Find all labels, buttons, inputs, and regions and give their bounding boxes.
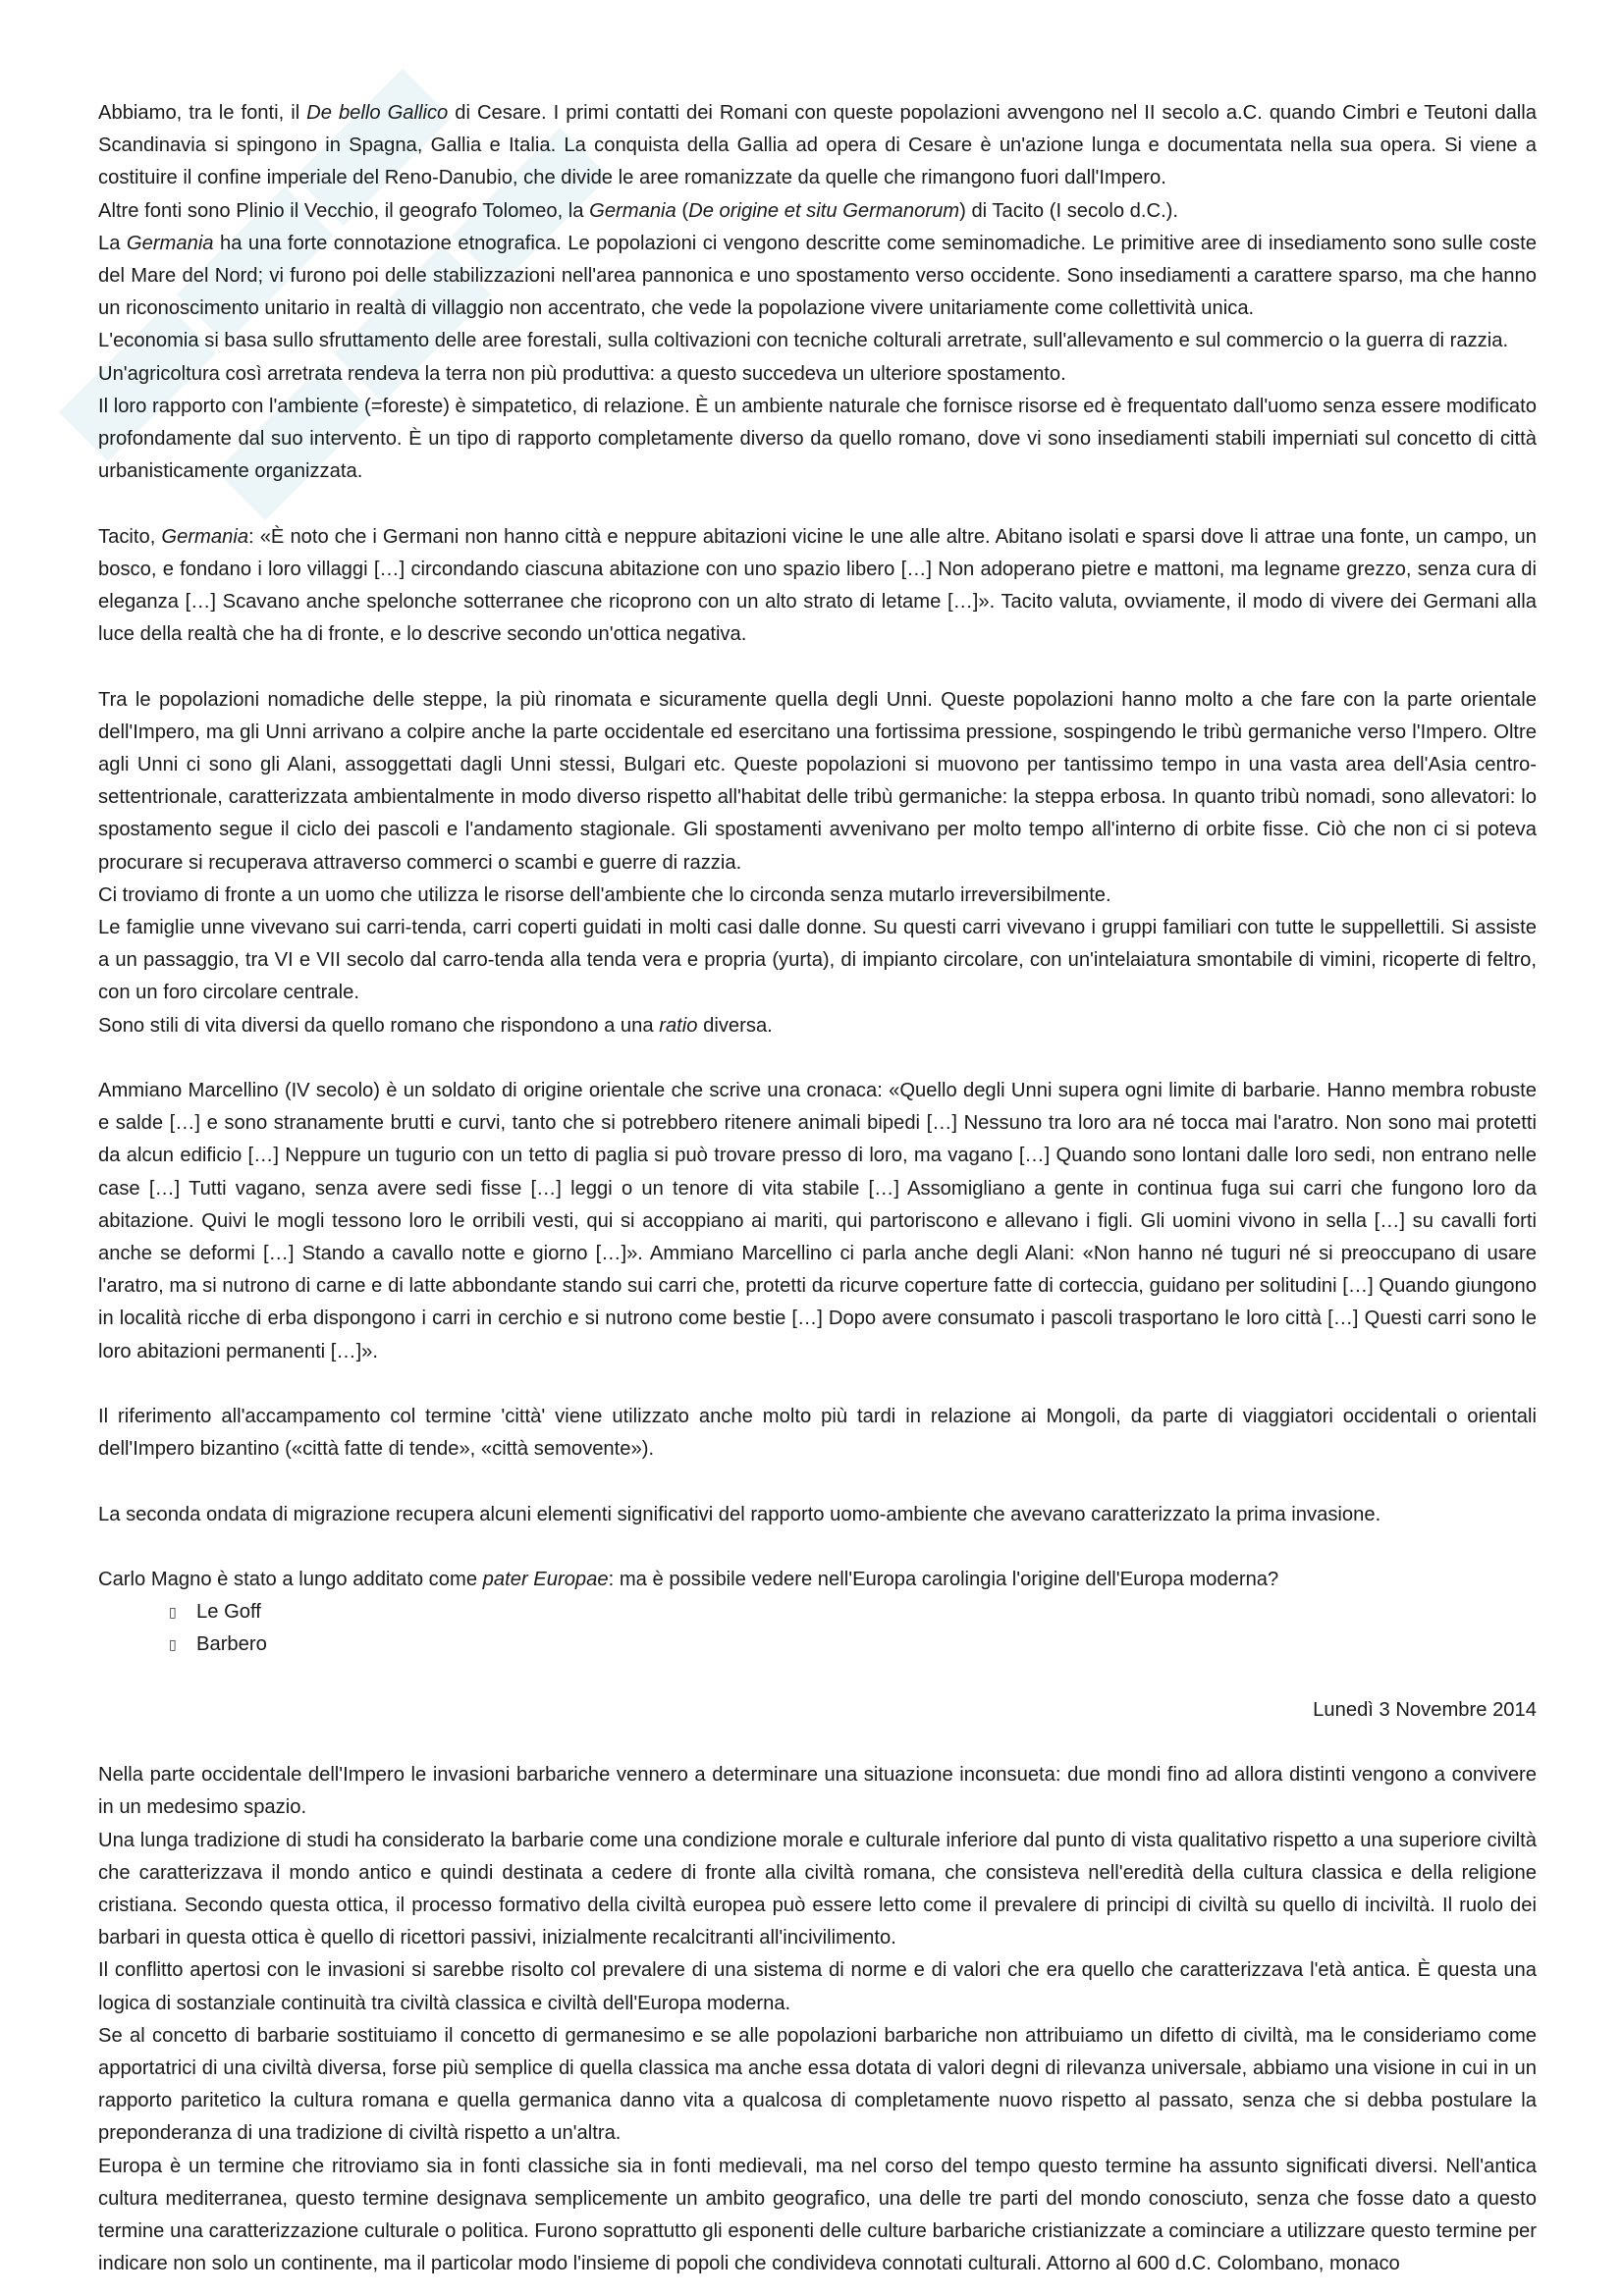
- date-heading: Lunedì 3 Novembre 2014: [1313, 1698, 1537, 1721]
- paragraph: Il conflitto apertosi con le invasioni si sarebbe risolto col prevalere di una sistema di norme e di valori che era quello che caratterizzava l'età antica. È questa una logica di sostanziale continuità tra civiltà classica e civiltà dell'Europa moderna.: [98, 1959, 1537, 2014]
- section-fonti: [98, 97, 1537, 488]
- paragraph: Se al concetto di barbarie sostituiamo il concetto di germanesimo e se alle popolazioni barbariche non attribuiamo un difetto di civiltà, ma le consideriamo come apportatrici di una civiltà diversa, forse più semplice di quella classica ma anche essa dotata di valori degni di rilevanza universale, abbiamo una visione in cui in un rapporto paritetico la cultura romana e quella germanica danno vita a qualcosa di completamente nuovo rispetto al passato, senza che si debba postulare la preponderanza di una tradizione di civiltà rispetto a un'altra.: [98, 2024, 1537, 2145]
- paragraph: Il loro rapporto con l'ambiente (=foreste) è simpatetico, di relazione. È un ambiente naturale che fornisce risorse ed è frequentato dall'uomo senza essere modificato profondamente dal suo intervento. È un tipo di rapporto completamente diverso da quello romano, dove vi sono insediamenti stabili imperniati sul concetto di città urbanisticamente organizzata.: [98, 395, 1537, 483]
- paragraph: Nella parte occidentale dell'Impero le invasioni barbariche vennero a determinare una situazione inconsueta: due mondi fino ad allora distinti vengono a convivere in un medesimo spazio.: [98, 1764, 1537, 1819]
- paragraph: Un'agricoltura così arretrata rendeva la terra non più produttiva: a questo succedeva un ulteriore spostamento.: [98, 362, 1066, 385]
- paragraph: La seconda ondata di migrazione recupera alcuni elementi significativi del rapporto uomo-ambiente che avevano caratterizzato la prima invasione.: [98, 1503, 1381, 1525]
- section-seconda-ondata: [98, 1499, 1537, 1531]
- paragraph: Tra le popolazioni nomadiche delle steppe, la più rinomata e sicuramente quella degli Unni. Queste popolazioni hanno molto a che fare con la parte orientale dell'Impero, ma gli Unni arrivano a colpire anche la parte occidentale ed esercitano una fortissima pressione, sospingendo le tribù germaniche verso l'Impero. Oltre agli Unni ci sono gli Alani, assoggettati dagli Unni stessi, Bulgari etc. Queste popolazioni si muovono per tantissimo tempo in una vasta area dell'Asia centro-settentrionale, caratterizzata ambientalmente in modo diverso rispetto all'habitat delle tribù germaniche: la steppa erbosa. In quanto tribù nomadi, sono allevatori: lo spostamento segue il ciclo dei pascoli e l'andamento stagionale. Gli spostamenti avvenivano per molto tempo all'interno di orbite fisse. Ciò che non ci si poteva procurare si recuperava attraverso commerci o scambi e guerre di razzia.: [98, 688, 1537, 874]
- section-europa: [98, 1759, 1537, 2280]
- paragraph: Una lunga tradizione di studi ha considerato la barbarie come una condizione morale e culturale inferiore dal punto di vista qualitativo rispetto a una superiore civiltà che caratterizzava il mondo antico e quindi destinata a cedere di fronte alla civiltà romana, che consisteva nell'eredità della cultura classica e della religione cristiana. Secondo questa ottica, il processo formativo della civiltà europea può essere letto come il prevalere di principi di civiltà su quello di inciviltà. Il ruolo dei barbari in questa ottica è quello di ricettori passivi, inizialmente recalcitranti all'incivilimento.: [98, 1829, 1537, 1949]
- section-tacito: [98, 521, 1537, 652]
- paragraph: Tacito, Germania: «È noto che i Germani non hanno città e neppure abitazioni vicine le une alle altre. Abitano isolati e sparsi dove li attrae una fonte, un campo, un bosco, e fondano i loro villaggi […] circondando ciascuna abitazione con uno spazio libero […] Non adoperano pietre e mattoni, ma legname grezzo, senza cura di eleganza […] Scavano anche spelonche sotterranee che ricoprono con un alto strato di letame […]». Tacito valuta, ovviamente, il modo di vivere dei Germani alla luce della realtà che ha di fronte, e lo descrive secondo un'ottica negativa.: [98, 525, 1537, 646]
- italic-title: De bello Gallico: [306, 102, 449, 124]
- section-carlo-magno: [98, 1564, 1537, 1596]
- paragraph: Altre fonti sono Plinio il Vecchio, il geografo Tolomeo, la Germania (De origine et situ Germanorum) di Tacito (I secolo d.C.).: [98, 199, 1179, 222]
- paragraph: Carlo Magno è stato a lungo additato come pater Europae: ma è possibile vedere nell'Europa carolingia l'origine dell'Europa moderna?: [98, 1569, 1279, 1591]
- paragraph: Ammiano Marcellino (IV secolo) è un soldato di origine orientale che scrive una cronaca: «Quello degli Unni supera ogni limite di barbarie. Hanno membra robuste e salde […] e sono stranamente brutti e curvi, tanto che si potrebbero ritenere animali bipedi […] Nessuno tra loro ara né tocca mai l'aratro. Non sono mai protetti da alcun edificio […] Neppure un tugurio con un tetto di paglia si può trovare presso di loro, ma vagano […] Quando sono lontani dalle loro sedi, non entrano nelle case […] Tutti vagano, senza avere sedi fisse […] leggi o un tenore di vita stabile […] Assomigliano a gente in continua fuga sui carri che fungono loro da abitazione. Quivi le mogli tessono loro le orribili vesti, qui si accoppiano ai mariti, qui partoriscono e allevano i figli. Gli uomini vivono in sella […] su cavalli forti anche se deformi […] Stando a cavallo notte e giorno […]». Ammiano Marcellino ci parla anche degli Alani: «Non hanno né tuguri né si preoccupano di usare l'aratro, ma si nutrono di carne e di latte abbondante stando sui carri che, protetti da ricurve coperture fatte di corteccia, guidano per solitudini […] Quando giungono in località ricche di erba dispongono i carri in cerchio e si nutrono come bestie […] Dopo avere consumato i pascoli trasportano le loro città […] Questi carri sono le loro abitazioni permanenti […]».: [98, 1080, 1537, 1362]
- bullet-icon: ▯: [169, 1636, 177, 1653]
- paragraph: L'economia si basa sullo sfruttamento delle aree forestali, sulla coltivazioni con tecniche colturali arretrate, sull'allevamento e sul commercio o la guerra di razzia.: [98, 330, 1509, 352]
- paragraph: La Germania ha una forte connotazione etnografica. Le popolazioni ci vengono descritte come seminomadiche. Le primitive aree di insediamento sono sulle coste del Mare del Nord; vi furono poi delle stabilizzazioni nell'area pannonica e uno spostamento verso occidente. Sono insediamenti a carattere sparso, ma che hanno un riconoscimento unitario in realtà di villaggio non accentrato, che vede la popolazione vivere unitariamente come collettività unica.: [98, 232, 1537, 320]
- section-ammiano: [98, 1075, 1537, 1368]
- bullet-icon: ▯: [169, 1604, 177, 1621]
- paragraph: Sono stili di vita diversi da quello romano che rispondono a una ratio diversa.: [98, 1014, 773, 1037]
- italic-title: Germania: [126, 232, 214, 254]
- section-unni: [98, 684, 1537, 1042]
- bullet-item: ▯ Barbero: [98, 1629, 1537, 1661]
- paragraph: Ci troviamo di fronte a un uomo che utilizza le risorse dell'ambiente che lo circonda senza mutarlo irreversibilmente.: [98, 883, 1111, 906]
- italic-title: Germania: [161, 525, 249, 548]
- section-mongoli: [98, 1401, 1537, 1466]
- italic-title: Germania: [589, 199, 676, 222]
- paragraph: Il riferimento all'accampamento col termine 'città' viene utilizzato anche molto più tardi in relazione ai Mongoli, da parte di viaggiatori occidentali o orientali dell'Impero bizantino («città fatte di tende», «città semovente»).: [98, 1406, 1537, 1461]
- italic-title: pater Europae: [482, 1569, 609, 1591]
- text-column: [98, 97, 1537, 2280]
- italic-title: De origine et situ Germanorum: [688, 199, 960, 222]
- bullet-list: [98, 1596, 1537, 1661]
- paragraph: Abbiamo, tra le fonti, il De bello Gallico di Cesare. I primi contatti dei Romani con queste popolazioni avvengono nel II secolo a.C. quando Cimbri e Teutoni dalla Scandinavia si spingono in Spagna, Gallia e Italia. La conquista della Gallia ad opera di Cesare è un'azione lunga e documentata nella sua opera. Si viene a costituire il confine imperiale del Reno-Danubio, che divide le aree romanizzate da quelle che rimangono fuori dall'Impero.: [98, 102, 1537, 189]
- paragraph: Europa è un termine che ritroviamo sia in fonti classiche sia in fonti medievali, ma nel corso del tempo questo termine ha assunto significati diversi. Nell'antica cultura mediterranea, questo termine designava semplicemente un ambito geografico, una delle tre parti del mondo conosciuto, senza che fosse dato a questo termine una caratterizzazione culturale o politica. Furono soprattutto gli esponenti delle culture barbariche cristianizzate a cominciare a utilizzare questo termine per indicare non solo un continente, ma il particolar modo l'insieme di popoli che condivideva connotati culturali. Attorno al 600 d.C. Colombano, monaco: [98, 2155, 1537, 2275]
- bullet-item: ▯ Le Goff: [98, 1596, 1537, 1629]
- italic-title: ratio: [659, 1014, 698, 1037]
- paragraph: Le famiglie unne vivevano sui carri-tenda, carri coperti guidati in molti casi dalle donne. Su questi carri vivevano i gruppi familiari con tutte le suppellettili. Si assiste a un passaggio, tra VI e VII secolo dal carro-tenda alla tenda vera e propria (yurta), di impianto circolare, con un'intelaiatura smontabile di vimini, ricoperte di feltro, con un foro circolare centrale.: [98, 917, 1537, 1004]
